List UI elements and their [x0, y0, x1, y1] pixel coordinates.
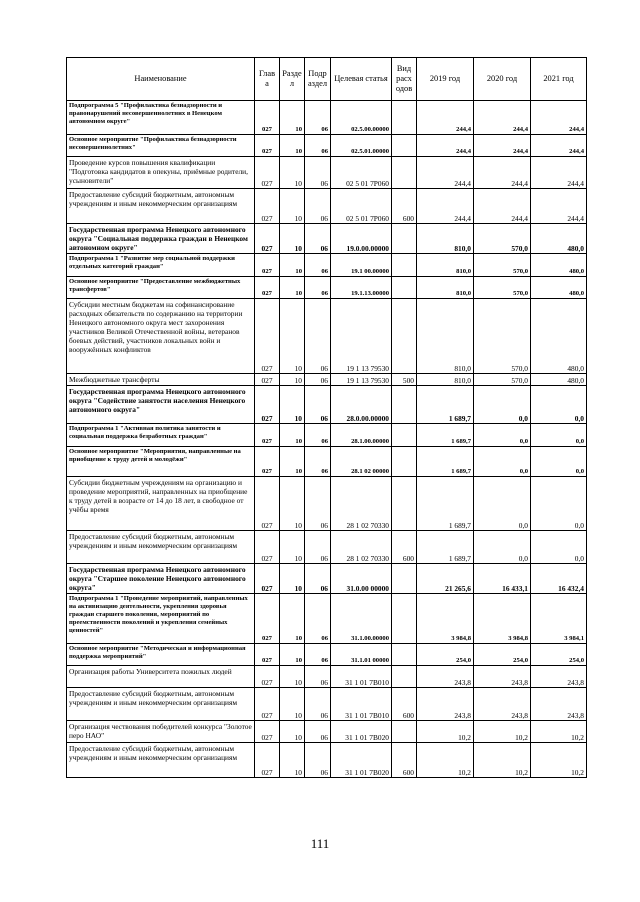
cell-podrazdel: 06 [305, 157, 331, 189]
table-row [67, 374, 587, 386]
cell-statya: 19.1 00.00000 [331, 254, 392, 277]
cell-2019: 21 265,6 [417, 564, 474, 594]
cell-name: Предоставление субсидий бюджетным, автономным учреждениям и иным некоммерческим организациям [67, 688, 255, 721]
cell-2019: 810,0 [417, 374, 474, 386]
cell-2020: 243,8 [474, 666, 531, 688]
header-vid: Вид расх одов [392, 58, 417, 101]
cell-2021: 10,2 [531, 743, 587, 778]
cell-podrazdel: 06 [305, 688, 331, 721]
cell-statya: 31.0.00 00000 [331, 564, 392, 594]
cell-2020: 0,0 [474, 531, 531, 564]
cell-name: Предоставление субсидий бюджетным, автономным учреждениям и иным некоммерческим организациям [67, 189, 255, 224]
cell-razdel: 10 [280, 594, 305, 644]
table-row [67, 447, 587, 477]
cell-podrazdel: 06 [305, 189, 331, 224]
cell-2021: 480,0 [531, 254, 587, 277]
cell-podrazdel: 06 [305, 224, 331, 254]
cell-2021: 480,0 [531, 374, 587, 386]
cell-2020: 10,2 [474, 721, 531, 743]
table-row [67, 644, 587, 666]
cell-vid [392, 644, 417, 666]
cell-name: Государственная программа Ненецкого автономного округа "Старшее поколение Ненецкого автономного округа" [67, 564, 255, 594]
cell-vid [392, 101, 417, 135]
table-row [67, 688, 587, 721]
cell-2020: 570,0 [474, 254, 531, 277]
cell-2020: 0,0 [474, 386, 531, 424]
cell-podrazdel: 06 [305, 666, 331, 688]
cell-podrazdel: 06 [305, 531, 331, 564]
cell-2021: 243,8 [531, 688, 587, 721]
cell-glava: 027 [255, 277, 280, 299]
cell-statya: 19.0.00.00000 [331, 224, 392, 254]
cell-2019: 244,4 [417, 135, 474, 157]
cell-2021: 244,4 [531, 101, 587, 135]
header-glava: Глав а [255, 58, 280, 101]
cell-2020: 244,4 [474, 157, 531, 189]
cell-2020: 254,0 [474, 644, 531, 666]
cell-vid: 500 [392, 374, 417, 386]
cell-glava: 027 [255, 299, 280, 374]
cell-podrazdel: 06 [305, 447, 331, 477]
cell-statya: 31 1 01 7В020 [331, 743, 392, 778]
cell-name: Подпрограмма 5 "Профилактика безнадзорности и правонарушений несовершеннолетних в Ненецком автономном округе" [67, 101, 255, 135]
cell-name: Субсидии местным бюджетам на софинансирование расходных обязательств по содержанию на территории Ненецкого автономного округа мест захоронения участников Великой Отечественной войны, ветеранов боевых действий, участников локальных войн и вооружённых конфликтов [67, 299, 255, 374]
cell-razdel: 10 [280, 531, 305, 564]
cell-statya: 19 1 13 79530 [331, 374, 392, 386]
cell-2020: 0,0 [474, 424, 531, 447]
header-2019: 2019 год [417, 58, 474, 101]
cell-vid [392, 254, 417, 277]
budget-table-page [66, 57, 586, 778]
table-row [67, 666, 587, 688]
table-header-row [67, 58, 587, 101]
cell-statya: 02 5 01 7Р060 [331, 157, 392, 189]
cell-2020: 570,0 [474, 299, 531, 374]
cell-name: Предоставление субсидий бюджетным, автономным учреждениям и иным некоммерческим организациям [67, 531, 255, 564]
cell-statya: 19.1.13.00000 [331, 277, 392, 299]
cell-2019: 1 689,7 [417, 424, 474, 447]
cell-2019: 810,0 [417, 299, 474, 374]
cell-name: Подпрограмма 1 "Активная политика занятости и социальная поддержка безработных граждан" [67, 424, 255, 447]
cell-podrazdel: 06 [305, 564, 331, 594]
cell-2019: 244,4 [417, 157, 474, 189]
cell-vid [392, 564, 417, 594]
cell-2019: 1 689,7 [417, 447, 474, 477]
table-row [67, 299, 587, 374]
cell-vid [392, 299, 417, 374]
table-row [67, 531, 587, 564]
cell-name: Государственная программа Ненецкого автономного округа "Содействие занятости населения Ненецкого автономного округа" [67, 386, 255, 424]
cell-2019: 810,0 [417, 277, 474, 299]
cell-razdel: 10 [280, 135, 305, 157]
cell-vid [392, 447, 417, 477]
cell-podrazdel: 06 [305, 299, 331, 374]
table-row [67, 564, 587, 594]
cell-glava: 027 [255, 594, 280, 644]
cell-2021: 244,4 [531, 157, 587, 189]
cell-2020: 570,0 [474, 374, 531, 386]
header-razdel: Разде л [280, 58, 305, 101]
cell-name: Межбюджетные трансферты [67, 374, 255, 386]
cell-2021: 480,0 [531, 224, 587, 254]
table-row [67, 224, 587, 254]
cell-razdel: 10 [280, 721, 305, 743]
cell-podrazdel: 06 [305, 374, 331, 386]
cell-podrazdel: 06 [305, 644, 331, 666]
cell-statya: 02.5.01.00000 [331, 135, 392, 157]
cell-razdel: 10 [280, 189, 305, 224]
header-podrazdel: Подр аздел [305, 58, 331, 101]
cell-vid [392, 666, 417, 688]
cell-statya: 02.5.00.00000 [331, 101, 392, 135]
cell-glava: 027 [255, 721, 280, 743]
table-row [67, 189, 587, 224]
table-row [67, 101, 587, 135]
cell-2020: 0,0 [474, 477, 531, 531]
cell-statya: 28.1.00.00000 [331, 424, 392, 447]
cell-razdel: 10 [280, 666, 305, 688]
cell-glava: 027 [255, 477, 280, 531]
cell-glava: 027 [255, 644, 280, 666]
cell-2019: 244,4 [417, 101, 474, 135]
table-body [67, 101, 587, 778]
cell-2020: 244,4 [474, 189, 531, 224]
cell-2020: 243,8 [474, 688, 531, 721]
table-row [67, 743, 587, 778]
cell-razdel: 10 [280, 743, 305, 778]
table-row [67, 386, 587, 424]
cell-vid [392, 224, 417, 254]
header-2021: 2021 год [531, 58, 587, 101]
cell-statya: 31 1 01 7В020 [331, 721, 392, 743]
cell-2021: 244,4 [531, 135, 587, 157]
cell-glava: 027 [255, 531, 280, 564]
cell-podrazdel: 06 [305, 743, 331, 778]
header-2020: 2020 год [474, 58, 531, 101]
cell-statya: 31.1.01 00000 [331, 644, 392, 666]
cell-razdel: 10 [280, 424, 305, 447]
cell-vid: 600 [392, 688, 417, 721]
cell-glava: 027 [255, 688, 280, 721]
table-row [67, 594, 587, 644]
table-row [67, 721, 587, 743]
cell-2021: 480,0 [531, 299, 587, 374]
cell-2020: 570,0 [474, 277, 531, 299]
cell-2019: 1 689,7 [417, 531, 474, 564]
cell-vid: 600 [392, 189, 417, 224]
cell-glava: 027 [255, 743, 280, 778]
cell-vid [392, 424, 417, 447]
cell-2019: 1 689,7 [417, 477, 474, 531]
cell-statya: 31 1 01 7В010 [331, 666, 392, 688]
cell-glava: 027 [255, 189, 280, 224]
cell-glava: 027 [255, 135, 280, 157]
cell-2019: 10,2 [417, 721, 474, 743]
cell-name: Организация чествования победителей конкурса "Золотое перо НАО" [67, 721, 255, 743]
cell-podrazdel: 06 [305, 386, 331, 424]
cell-glava: 027 [255, 254, 280, 277]
cell-2021: 3 984,1 [531, 594, 587, 644]
cell-vid [392, 477, 417, 531]
cell-name: Основное мероприятие "Методическая и информационная поддержка мероприятий" [67, 644, 255, 666]
table-row [67, 277, 587, 299]
cell-glava: 027 [255, 101, 280, 135]
cell-name: Основное мероприятие "Профилактика безнадзорности несовершеннолетних" [67, 135, 255, 157]
cell-name: Субсидии бюджетным учреждениям на организацию и проведение мероприятий, направленных на приобщение к труду детей в возрасте от 14 до 18 лет, в свободное от учёбы время [67, 477, 255, 531]
cell-name: Государственная программа Ненецкого автономного округа "Социальная поддержка граждан в Ненецком автономном округе" [67, 224, 255, 254]
cell-2021: 0,0 [531, 477, 587, 531]
cell-2020: 570,0 [474, 224, 531, 254]
cell-2019: 10,2 [417, 743, 474, 778]
cell-podrazdel: 06 [305, 101, 331, 135]
cell-podrazdel: 06 [305, 254, 331, 277]
cell-razdel: 10 [280, 101, 305, 135]
cell-glava: 027 [255, 564, 280, 594]
cell-glava: 027 [255, 666, 280, 688]
cell-vid [392, 594, 417, 644]
cell-2019: 243,8 [417, 688, 474, 721]
cell-glava: 027 [255, 447, 280, 477]
header-statya: Целевая статья [331, 58, 392, 101]
cell-2019: 1 689,7 [417, 386, 474, 424]
cell-2020: 0,0 [474, 447, 531, 477]
cell-2021: 0,0 [531, 447, 587, 477]
cell-2021: 0,0 [531, 531, 587, 564]
cell-name: Предоставление субсидий бюджетным, автономным учреждениям и иным некоммерческим организациям [67, 743, 255, 778]
cell-statya: 28.0.00.00000 [331, 386, 392, 424]
cell-razdel: 10 [280, 644, 305, 666]
cell-razdel: 10 [280, 299, 305, 374]
page-number: 111 [310, 836, 330, 851]
cell-statya: 28 1 02 70330 [331, 531, 392, 564]
cell-razdel: 10 [280, 254, 305, 277]
cell-2021: 243,8 [531, 666, 587, 688]
cell-razdel: 10 [280, 447, 305, 477]
cell-vid [392, 721, 417, 743]
cell-2020: 244,4 [474, 101, 531, 135]
table-row [67, 135, 587, 157]
cell-podrazdel: 06 [305, 477, 331, 531]
cell-razdel: 10 [280, 386, 305, 424]
cell-vid [392, 386, 417, 424]
cell-glava: 027 [255, 424, 280, 447]
cell-2019: 810,0 [417, 254, 474, 277]
cell-razdel: 10 [280, 157, 305, 189]
cell-name: Проведение курсов повышения квалификации "Подготовка кандидатов в опекуны, приёмные родители, усыновители" [67, 157, 255, 189]
cell-razdel: 10 [280, 564, 305, 594]
cell-2019: 254,0 [417, 644, 474, 666]
cell-razdel: 10 [280, 688, 305, 721]
cell-statya: 02 5 01 7Р060 [331, 189, 392, 224]
cell-2020: 10,2 [474, 743, 531, 778]
cell-vid: 600 [392, 531, 417, 564]
cell-vid: 600 [392, 743, 417, 778]
header-name: Наименование [67, 58, 255, 101]
cell-2021: 0,0 [531, 424, 587, 447]
table-row [67, 254, 587, 277]
cell-name: Подпрограмма 1 "Проведение мероприятий, направленных на активизацию деятельности, укрепления здоровья граждан старшего поколения, мероприятий по преемственности поколений и укрепления семейных ценностей" [67, 594, 255, 644]
cell-podrazdel: 06 [305, 424, 331, 447]
cell-statya: 28.1 02 00000 [331, 447, 392, 477]
cell-name: Организация работы Университета пожилых людей [67, 666, 255, 688]
cell-statya: 28 1 02 70330 [331, 477, 392, 531]
cell-podrazdel: 06 [305, 721, 331, 743]
cell-name: Подпрограмма 1 "Развитие мер социальной поддержки отдельных категорий граждан" [67, 254, 255, 277]
table-row [67, 477, 587, 531]
cell-2021: 254,0 [531, 644, 587, 666]
cell-glava: 027 [255, 224, 280, 254]
cell-name: Основное мероприятие "Предоставление межбюджетных трансфертов" [67, 277, 255, 299]
cell-statya: 31 1 01 7В010 [331, 688, 392, 721]
cell-podrazdel: 06 [305, 594, 331, 644]
cell-2021: 10,2 [531, 721, 587, 743]
cell-razdel: 10 [280, 477, 305, 531]
cell-2019: 3 984,8 [417, 594, 474, 644]
cell-statya: 19 1 13 79530 [331, 299, 392, 374]
table-row [67, 157, 587, 189]
cell-vid [392, 277, 417, 299]
cell-2020: 3 984,8 [474, 594, 531, 644]
cell-2021: 244,4 [531, 189, 587, 224]
cell-2019: 810,0 [417, 224, 474, 254]
cell-2021: 480,0 [531, 277, 587, 299]
cell-2021: 0,0 [531, 386, 587, 424]
cell-glava: 027 [255, 157, 280, 189]
cell-2020: 244,4 [474, 135, 531, 157]
cell-podrazdel: 06 [305, 135, 331, 157]
cell-statya: 31.1.00.00000 [331, 594, 392, 644]
cell-glava: 027 [255, 386, 280, 424]
cell-2019: 243,8 [417, 666, 474, 688]
cell-2021: 16 432,4 [531, 564, 587, 594]
cell-name: Основное мероприятие "Мероприятия, направленные на приобщение к труду детей и молодёжи" [67, 447, 255, 477]
cell-2019: 244,4 [417, 189, 474, 224]
cell-razdel: 10 [280, 224, 305, 254]
table-row [67, 424, 587, 447]
cell-vid [392, 157, 417, 189]
cell-razdel: 10 [280, 277, 305, 299]
cell-vid [392, 135, 417, 157]
cell-razdel: 10 [280, 374, 305, 386]
budget-table [66, 57, 587, 778]
cell-glava: 027 [255, 374, 280, 386]
cell-podrazdel: 06 [305, 277, 331, 299]
cell-2020: 16 433,1 [474, 564, 531, 594]
